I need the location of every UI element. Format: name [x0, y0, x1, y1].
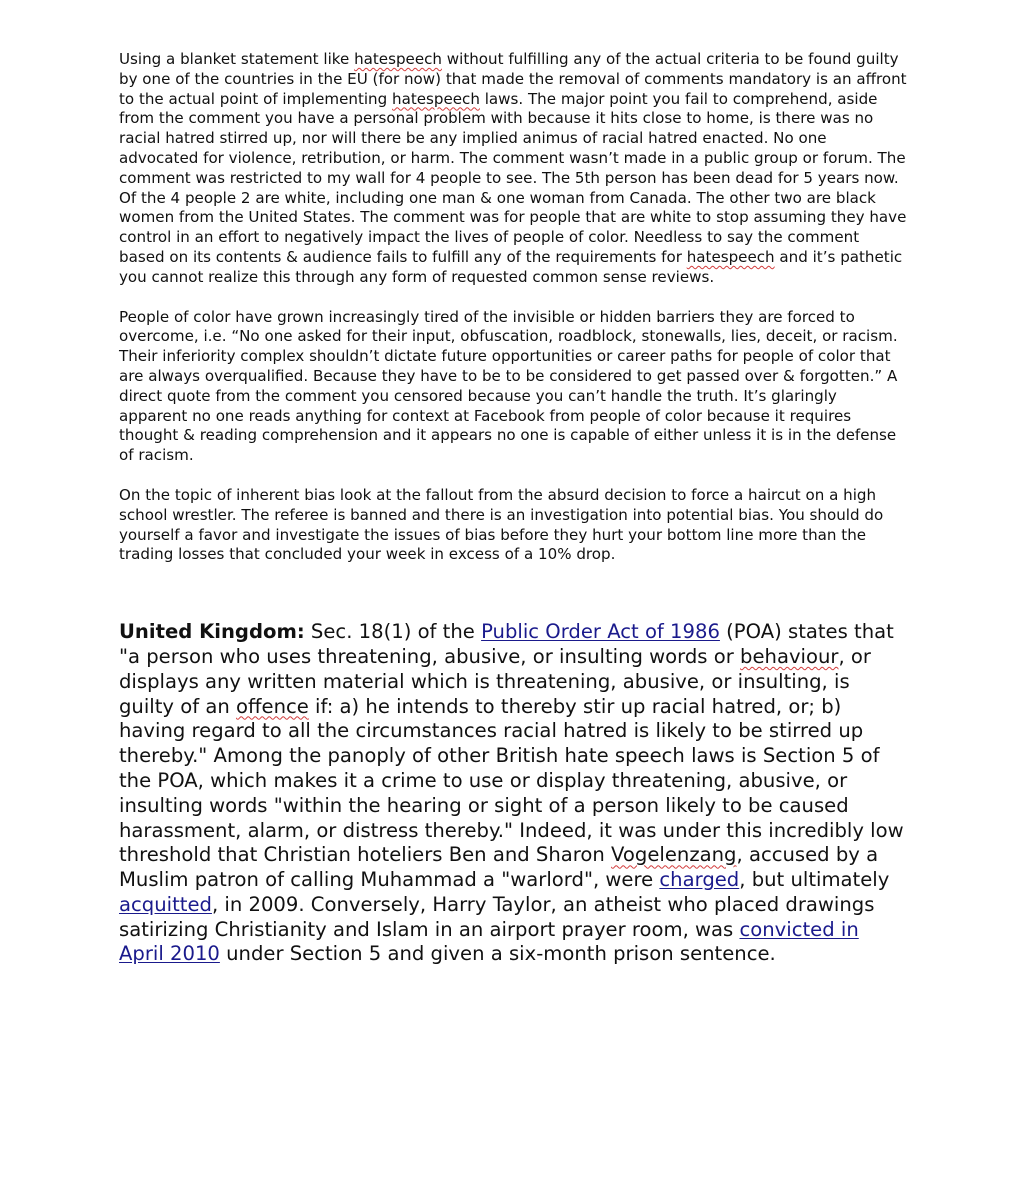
section-spacer [119, 565, 909, 620]
text-run: Using a blanket statement like [119, 50, 355, 68]
text-run: Sec. 18(1) of the [304, 620, 482, 644]
misspelled-word: hatespeech [686, 247, 775, 266]
text-run: under Section 5 and given a six-month prison sentence. [219, 942, 776, 966]
paragraph-people-of-color: People of color have grown increasingly tired of the invisible or hidden barriers they are forced to overcome, i.e. “No one asked for their input, obfuscation, roadblock, stonewalls, lies, deceit, or racism. Their inferiority complex shouldn’t dictate future opportunities or career paths for people of color that are always overqualified. Because they have to be to be considered to get passed over & forgotten.” A direct quote from the comment you censored because you can’t handle the truth. It’s glaringly apparent no one reads anything for context at Facebook from people of color because it requires thought & reading comprehension and it appears no one is capable of either unless it is in the defense of racism. [119, 307, 898, 465]
text-run: (POA) states that "a person who uses threatening, abusive, or insulting words or [119, 620, 894, 668]
misspelled-word: Vogelenzang [611, 843, 737, 867]
paragraph-hatespeech-criteria [119, 50, 909, 288]
paragraph-spacer [119, 288, 909, 308]
section-heading: United Kingdom: [119, 620, 305, 644]
document-page [119, 50, 909, 967]
paragraph-inherent-bias: On the topic of inherent bias look at the fallout from the absurd decision to force a haircut on a high school wrestler. The referee is banned and there is an investigation into potential bias. You should do yourself a favor and investigate the issues of bias before they hurt your bottom line more than the trading losses that concluded your week in excess of a 10% drop. [119, 485, 884, 564]
link-convicted-april-2010[interactable]: convicted in April 2010 [119, 917, 859, 966]
misspelled-word: hatespeech [354, 50, 442, 68]
text-run: , in 2009. Conversely, Harry Taylor, an atheist who placed drawings satirizing Christianity and Islam in an airport prayer room, was [119, 892, 875, 941]
misspelled-word: offence [236, 694, 309, 718]
misspelled-word: hatespeech [392, 89, 480, 108]
text-run: , but ultimately [739, 868, 890, 892]
text-run: laws. The major point you fail to comprehend, aside from the comment you have a personal problem with because it hits close to home, is there was no racial hatred stirred up, nor will there be any implied animus of racial hatred enacted. No one advocated for violence, retribution, or harm. The comment wasn’t made in a public group or forum. The comment was restricted to my wall for 4 people to see. The 5th person has been dead for 5 years now. Of the 4 people 2 are white, including one man & one woman from Canada. The other two are black women from the United States. The comment was for people that are white to stop assuming they have control in an effort to negatively impact the lives of people of color. Needless to say the comment based on its contents & audience fails to fulfill any of the requirements for [119, 89, 907, 266]
link-acquitted[interactable]: acquitted [119, 892, 212, 916]
text-run: if: a) he intends to thereby stir up racial hatred, or; b) having regard to all the circumstances racial hatred is likely to be stirred up thereby." Among the panoply of other British hate speech laws is Section 5 of the POA, which makes it a crime to use or display threatening, abusive, or insulting words "within the hearing or sight of a person likely to be caused harassment, alarm, or distress thereby." Indeed, it was under this incredibly low threshold that Christian hoteliers Ben and Sharon [119, 694, 904, 867]
link-charged[interactable]: charged [659, 868, 740, 892]
link-public-order-act[interactable]: Public Order Act of 1986 [481, 620, 720, 644]
paragraph-united-kingdom [119, 620, 909, 967]
text-run: without fulfilling any of the actual criteria to be found guilty by one of the countries in the EU (for now) that made the removal of comments mandatory is an affront to the actual point of implementing [119, 50, 907, 108]
paragraph-spacer [119, 466, 909, 486]
text-run: , or displays any written material which is threatening, abusive, or insulting, is guilty of an [119, 644, 871, 718]
text-run: , accused by a Muslim patron of calling Muhammad a "warlord", were [119, 843, 879, 892]
text-run: and it’s pathetic you cannot realize this through any form of requested common sense reviews. [119, 247, 903, 286]
misspelled-word: behaviour [740, 644, 839, 668]
